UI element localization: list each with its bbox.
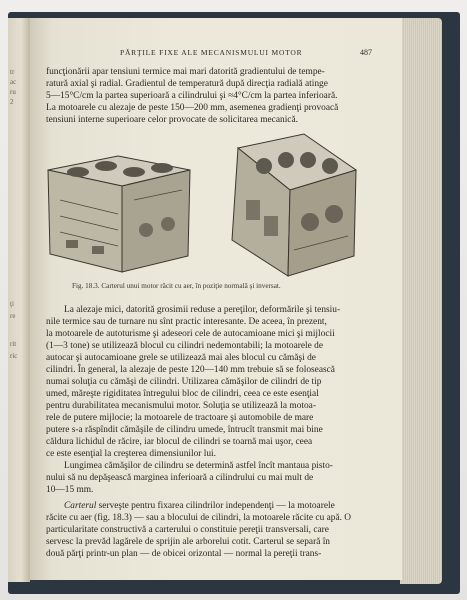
engine-block-inverted-illustration xyxy=(232,134,356,276)
text-line: La motoarele cu alezaje de peste 150—200 mm, asemenea gradienţi provoacă xyxy=(46,103,339,113)
text-line: umed, măreşte rigiditatea întregului bloc de cilindri, ceea ce este esenţial xyxy=(46,389,319,399)
text-line: rele de putere mijlocie; la motoarele de tractoare şi automobile de mare xyxy=(46,413,314,423)
text-line: nului să nu depăşească marginea inferioară a cilindrului cu mai mult de xyxy=(46,473,314,483)
text-line: răcite cu aer (fig. 18.3) — sau a blocului de cilindri, la motoarele răcite cu apă. O xyxy=(46,513,352,523)
text-line: pentru durabilitatea mecanismului motor. Soluţia se utilizează la motoa- xyxy=(46,401,316,411)
margin-fragment: 2 xyxy=(10,98,14,106)
figure-caption: Fig. 18.3. Carterul unui motor răcit cu aer, în poziţie normală şi inversat. xyxy=(72,282,281,290)
page-number: 487 xyxy=(360,48,372,57)
text-line: Lungimea cămăşilor de cilindru se determină astfel încît mantaua pisto- xyxy=(64,461,333,471)
engine-block-normal-illustration xyxy=(48,156,190,272)
text-line: căldura lichidul de răcire, iar blocul de cilindri se toarnă mai uşor, ceea xyxy=(46,437,313,447)
margin-fragment: re xyxy=(10,312,16,320)
book-page xyxy=(30,18,402,580)
page-header xyxy=(60,48,372,60)
engine-block-figure xyxy=(42,130,368,280)
text-line: tensiuni interne superioare celor provocate de solicitarea mecanică. xyxy=(46,115,298,125)
text-line: ratură axial şi radial. Gradientul de temperatură după direcţia radială atinge xyxy=(46,79,328,89)
text-line: 10—15 mm. xyxy=(46,485,94,495)
text-line xyxy=(46,500,366,512)
margin-fragment: ac xyxy=(10,78,17,86)
page-edges xyxy=(400,18,442,584)
body-text xyxy=(46,304,366,560)
intro-paragraph xyxy=(46,66,366,126)
running-head: PĂRŢILE FIXE ALE MECANISMULUI MOTOR xyxy=(120,48,303,57)
text-fragment: serveşte pentru fixarea cilindrilor independenţi — la motoarele xyxy=(98,501,335,511)
margin-fragment: ric xyxy=(10,352,18,360)
margin-fragment: ţi xyxy=(10,300,14,308)
text-line: autocar şi autocamioane grele se utilizează mai ales blocul cu cămăşi de xyxy=(46,353,316,363)
margin-fragment: ru xyxy=(10,88,16,96)
text-line: funcţionării apar tensiuni termice mai mari datorită gradientului de tempe- xyxy=(46,67,325,77)
text-line: numai soluţia cu cămăşi de cilindri. Utilizarea cămăşilor de cilindri de tip xyxy=(46,377,322,387)
text-line: putere s-a răspîndit cămăşile de cilindru umede, întrucît transmit mai bine xyxy=(46,425,323,435)
text-line: La alezaje mici, datorită grosimii reduse a pereţilor, deformările şi tensiu- xyxy=(64,305,341,315)
term-carterul: Carterul xyxy=(64,501,97,511)
text-line: nile termice sau de turnare nu sînt practic interesante. De aceea, în prezent, xyxy=(46,317,327,327)
text-line: servesc la prevăd lagărele de sprijin ale arborelui cotit. Carterul se separă în xyxy=(46,537,330,547)
text-line: (1—3 tone) se utilizează blocul cu cilindri nedemontabili; la motoarele de xyxy=(46,341,323,351)
text-line: la motoarele de autoturisme şi adeseori cele de autocamioane mici şi mijlocii xyxy=(46,329,335,339)
margin-fragment: rit xyxy=(10,340,17,348)
text-line: 5—15°C/cm la partea superioară a cilindrului şi ≈4°C/cm la partea inferioară. xyxy=(46,91,338,101)
margin-fragment: tr xyxy=(10,68,15,76)
text-line: cilindri. În general, la alezaje de peste 120—140 mm trebuie să se folosească xyxy=(46,365,335,375)
text-line: particularitate constructivă a carterului o constituie pereţii transversali, care xyxy=(46,525,329,535)
text-line: ce este esenţial la creşterea dimensiunilor lui. xyxy=(46,449,216,459)
text-line: două părţi printr-un plan — de obicei orizontal — normal la pereţii trans- xyxy=(46,549,322,559)
